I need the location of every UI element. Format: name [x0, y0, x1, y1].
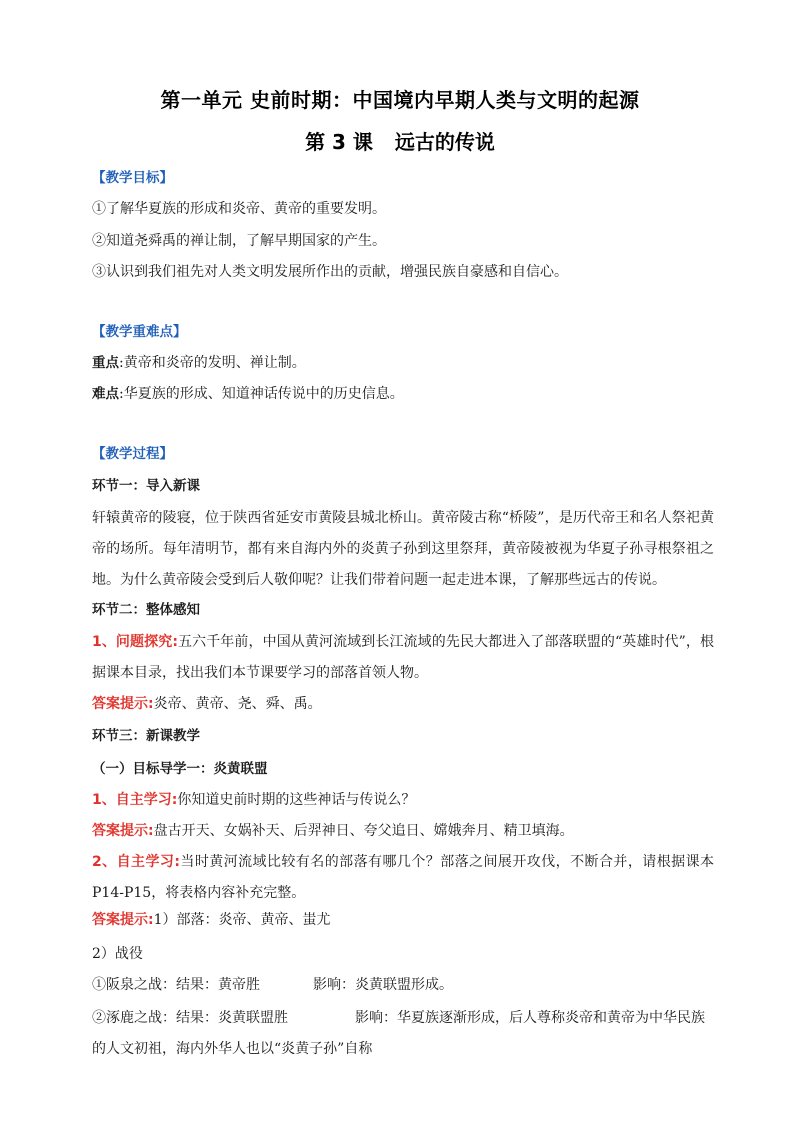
- answer1-label: 答案提示:: [92, 696, 154, 712]
- question1-label: 1、问题探究:: [92, 634, 178, 650]
- step1-title: 环节一：导入新课: [92, 478, 200, 494]
- self-study2-answer-text: 1）部落：炎帝、黄帝、蚩尤: [153, 912, 331, 928]
- process-heading: 【教学过程】: [92, 446, 173, 462]
- hard-point: [92, 384, 404, 404]
- answer1-text: 炎帝、黄帝、尧、舜、禹。: [153, 696, 322, 712]
- step2-title: 环节二：整体感知: [92, 602, 200, 618]
- answer1: [92, 694, 322, 714]
- lesson-title: [0, 126, 800, 155]
- unit-title: 第一单元 史前时期：中国境内早期人类与文明的起源: [160, 88, 640, 112]
- key-text: :黄帝和炎帝的发明、禅让制。: [119, 355, 306, 371]
- objective-item: ①了解华夏族的形成和炎帝、黄帝的重要发明。: [92, 201, 386, 217]
- hard-label: 难点: [92, 386, 119, 402]
- objective-item: ②知道尧舜禹的禅让制，了解早期国家的产生。: [92, 233, 386, 249]
- step3-title: 环节三：新课教学: [92, 728, 200, 744]
- battle2-result: ②涿鹿之战：结果：炎黄联盟胜: [92, 1010, 288, 1026]
- battle2-effect: 影响：华夏族逐渐形成，后人尊称炎帝和黄帝为中华民族: [355, 1010, 705, 1026]
- keypoints-heading: 【教学重难点】: [92, 324, 187, 340]
- self-study1: [92, 790, 415, 810]
- question1: [92, 627, 714, 689]
- step1-paragraph: 轩辕黄帝的陵寝，位于陕西省延安市黄陵县城北桥山。黄帝陵古称“桥陵”，是历代帝王和名人祭祀黄帝的场所。每年清明节，都有来自海内外的炎黄子孙到这里祭拜，黄帝陵被视为华夏子孙寻根祭祖之地。为什么黄帝陵会受到后人敬仰呢？让我们带着问题一起走进本课，了解那些远古的传说。: [92, 510, 714, 588]
- self-study2: [92, 847, 714, 909]
- self-study1-answer-label: 答案提示:: [92, 823, 154, 839]
- lesson-number: 第 3 课: [305, 130, 373, 154]
- self-study2-answer: [92, 910, 331, 930]
- self-study1-answer-text: 盘古开天、女娲补天、后羿神日、夸父追日、嫦娥奔月、精卫填海。: [153, 823, 574, 839]
- battle1-effect: 影响：炎黄联盟形成。: [313, 977, 453, 993]
- lesson-name: 远古的传说: [394, 130, 495, 154]
- objectives-heading: 【教学目标】: [92, 170, 173, 186]
- self-study2-answer-label: 答案提示:: [92, 912, 154, 928]
- self-study1-text: 你知道史前时期的这些神话与传说么？: [177, 792, 416, 808]
- objective-item: ③认识到我们祖先对人类文明发展所作出的贡献，增强民族自豪感和自信心。: [92, 264, 568, 280]
- battle2-effect-cont: 的人文初祖，海内外华人也以“炎黄子孙”自称: [92, 1041, 373, 1057]
- self-study1-label: 1、自主学习:: [92, 792, 178, 808]
- self-study2-text: 当时黄河流域比较有名的部落有哪几个？部落之间展开攻伐，不断合并，请根据课本P14-P15，将表格内容补充完整。: [92, 854, 715, 901]
- question1-text: 五六千年前，中国从黄河流域到长江流域的先民大都进入了部落联盟的“英雄时代”，根据课本目录，找出我们本节课要学习的部落首领人物。: [92, 634, 714, 681]
- self-study2-label: 2、自主学习:: [92, 854, 180, 870]
- battle-heading: 2）战役: [92, 946, 143, 962]
- battle1-result: ①阪泉之战：结果：黄帝胜: [92, 977, 260, 993]
- subsection1-title: （一）目标导学一：炎黄联盟: [92, 761, 268, 777]
- self-study1-answer: [92, 821, 574, 841]
- key-point: [92, 353, 306, 373]
- key-label: 重点: [92, 355, 119, 371]
- hard-text: :华夏族的形成、知道神话传说中的历史信息。: [119, 386, 404, 402]
